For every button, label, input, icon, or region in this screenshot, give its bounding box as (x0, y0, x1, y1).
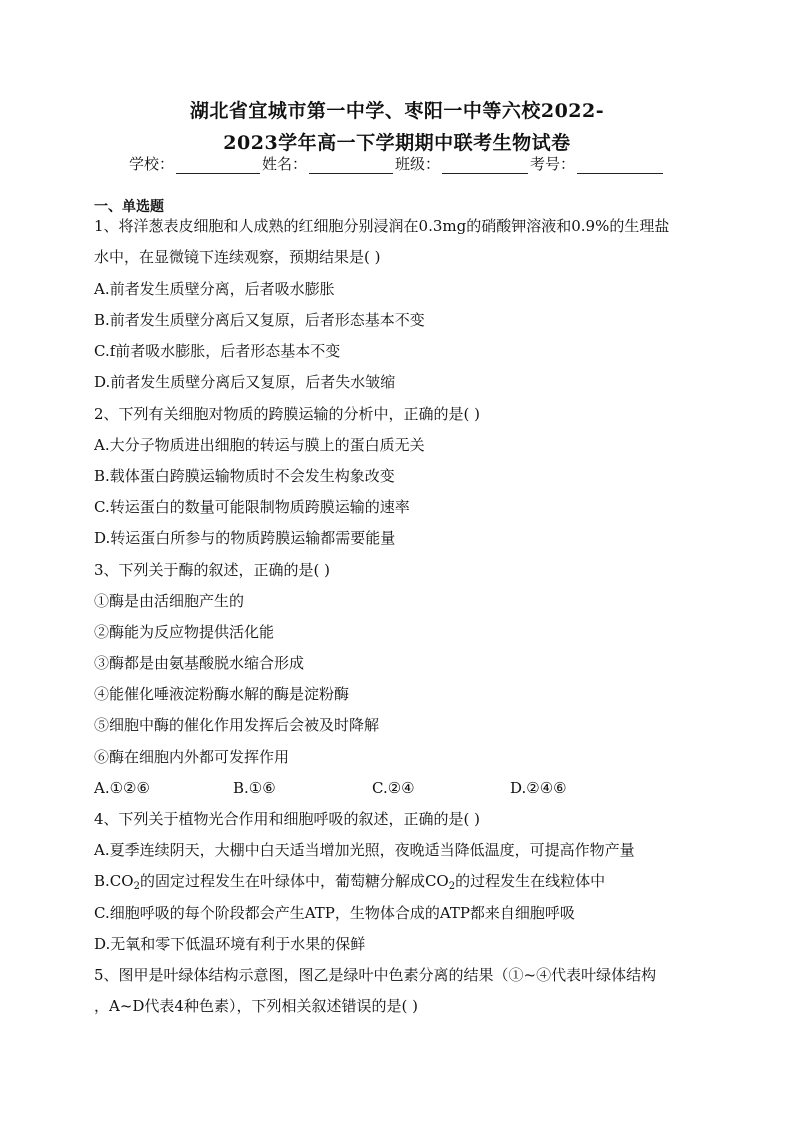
q1-option-b: B.前者发生质壁分离后又复原，后者形态基本不变 (94, 311, 425, 329)
q4-option-c: C.细胞呼吸的每个阶段都会产生ATP，生物体合成的ATP都来自细胞呼吸 (94, 904, 575, 922)
school-blank (176, 157, 260, 174)
q1-option-a: A.前者发生质壁分离，后者吸水膨胀 (94, 280, 335, 298)
q2-stem: 2、下列有关细胞对物质的跨膜运输的分析中，正确的是( ) (94, 405, 481, 423)
number-label: 考号： (530, 155, 576, 173)
q3-option-a: A.①②⑥ (94, 779, 150, 797)
name-blank (309, 157, 393, 174)
class-blank (442, 157, 528, 174)
q2-option-d: D.转运蛋白所参与的物质跨膜运输都需要能量 (94, 529, 396, 547)
q4-option-b (94, 871, 605, 891)
q2-option-b: B.载体蛋白跨膜运输物质时不会发生构象改变 (94, 467, 395, 485)
q4-option-b-part-3: 的过程发生在线粒体中 (455, 872, 606, 890)
q3-option-c: C.②④ (372, 779, 415, 797)
q1-stem-line-1: 1、将洋葱表皮细胞和人成熟的红细胞分别浸润在0.3mg的硝酸钾溶液和0.9%的生理盐 (94, 217, 670, 235)
exam-title-line-1: 湖北省宜城市第一中学、枣阳一中等六校2022- (189, 100, 605, 122)
class-label: 班级： (395, 155, 441, 173)
q4-option-b-part-1: B.CO (94, 872, 134, 890)
number-blank (577, 157, 663, 174)
name-label: 姓名： (261, 155, 307, 173)
q4-option-b-sub-2: 2 (448, 881, 456, 892)
q3-stem: 3、下列关于酶的叙述，正确的是( ) (94, 561, 331, 579)
q1-option-d: D.前者发生质壁分离后又复原，后者失水皱缩 (94, 373, 396, 391)
q3-statement-3: ③酶都是由氨基酸脱水缩合形成 (94, 654, 305, 672)
q3-option-b: B.①⑥ (233, 779, 276, 797)
q2-option-a: A.大分子物质进出细胞的转运与膜上的蛋白质无关 (94, 436, 425, 454)
q3-statement-4: ④能催化唾液淀粉酶水解的酶是淀粉酶 (94, 685, 350, 703)
q4-option-d: D.无氧和零下低温环境有利于水果的保鲜 (94, 935, 366, 953)
q5-stem-line-2: ，A~D代表4种色素），下列相关叙述错误的是( ) (94, 997, 418, 1015)
exam-title-line-2: 2023学年高一下学期期中联考生物试卷 (223, 132, 571, 154)
student-info-row (0, 153, 794, 174)
q1-stem-line-2: 水中，在显微镜下连续观察，预期结果是( ) (94, 248, 381, 266)
school-label: 学校： (128, 155, 174, 173)
q5-stem-line-1: 5、图甲是叶绿体结构示意图，图乙是绿叶中色素分离的结果（①~④代表叶绿体结构 (94, 966, 657, 984)
section-title: 一、单选题 (94, 199, 164, 215)
q3-option-d: D.②④⑥ (510, 779, 567, 797)
q3-statement-1: ①酶是由活细胞产生的 (94, 592, 245, 610)
q3-statement-6: ⑥酶在细胞内外都可发挥作用 (94, 748, 290, 766)
q4-option-a: A.夏季连续阴天，大棚中白天适当增加光照，夜晚适当降低温度，可提高作物产量 (94, 841, 635, 859)
q2-option-c: C.转运蛋白的数量可能限制物质跨膜运输的速率 (94, 498, 410, 516)
q3-statement-5: ⑤细胞中酶的催化作用发挥后会被及时降解 (94, 716, 380, 734)
q4-stem: 4、下列关于植物光合作用和细胞呼吸的叙述，正确的是( ) (94, 810, 481, 828)
q4-option-b-part-2: 的固定过程发生在叶绿体中，葡萄糖分解成CO (139, 872, 449, 890)
q4-option-b-sub-1: 2 (133, 881, 140, 892)
q1-option-c: C.f前者吸水膨胀，后者形态基本不变 (94, 342, 341, 360)
q3-statement-2: ②酶能为反应物提供活化能 (94, 623, 275, 641)
